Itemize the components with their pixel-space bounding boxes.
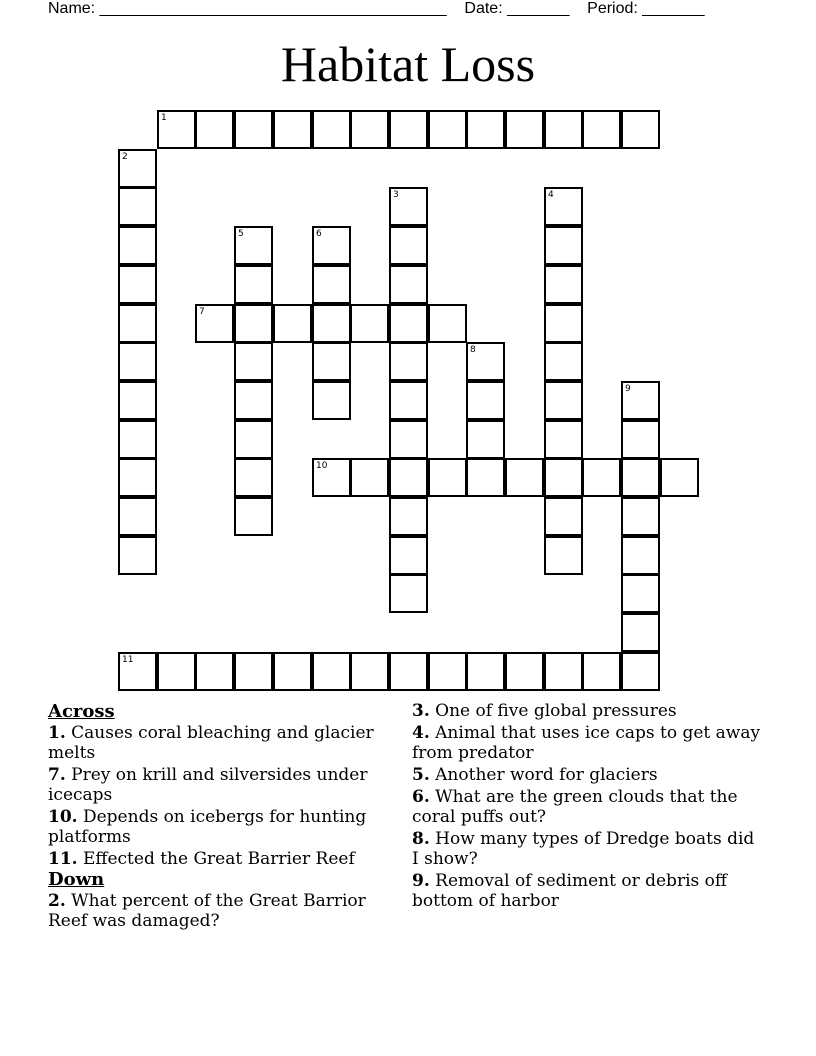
- crossword-cell[interactable]: [544, 420, 583, 459]
- clue-down-4: [412, 723, 762, 763]
- crossword-cell[interactable]: [312, 652, 351, 691]
- crossword-cell[interactable]: [621, 536, 660, 575]
- crossword-cell[interactable]: [195, 304, 234, 343]
- crossword-cell[interactable]: [544, 381, 583, 420]
- crossword-cell[interactable]: [312, 304, 351, 343]
- clue-across-10: [48, 807, 388, 847]
- clue-across-1: [48, 723, 388, 763]
- clue-number: 7.: [48, 765, 66, 785]
- crossword-cell[interactable]: [312, 110, 351, 149]
- crossword-cell[interactable]: [544, 110, 583, 149]
- crossword-cell[interactable]: [350, 652, 389, 691]
- crossword-cell[interactable]: [118, 149, 157, 188]
- crossword-cell[interactable]: [428, 652, 467, 691]
- crossword-cell[interactable]: [466, 458, 505, 497]
- clue-text: Animal that uses ice caps to get away from predator: [412, 723, 761, 763]
- cell-number: 5: [238, 229, 244, 239]
- clue-down-8: [412, 829, 762, 869]
- cell-number: 7: [199, 307, 205, 317]
- crossword-cell[interactable]: [544, 652, 583, 691]
- clue-text: Another word for glaciers: [429, 765, 658, 785]
- crossword-cell[interactable]: [234, 265, 273, 304]
- crossword-cell[interactable]: [234, 652, 273, 691]
- crossword-cell[interactable]: [118, 497, 157, 536]
- crossword-cell[interactable]: [621, 110, 660, 149]
- crossword-cell[interactable]: [389, 187, 428, 226]
- crossword-cell[interactable]: [505, 110, 544, 149]
- crossword-cell[interactable]: [350, 110, 389, 149]
- crossword-cell[interactable]: [389, 265, 428, 304]
- clues-right-column: [412, 701, 762, 913]
- crossword-cell[interactable]: [621, 574, 660, 613]
- crossword-cell[interactable]: [118, 226, 157, 265]
- crossword-cell[interactable]: [544, 265, 583, 304]
- crossword-cell[interactable]: [350, 304, 389, 343]
- crossword-cell[interactable]: [118, 187, 157, 226]
- crossword-cell[interactable]: [544, 226, 583, 265]
- crossword-cell[interactable]: [389, 574, 428, 613]
- clue-number: 10.: [48, 807, 78, 827]
- crossword-cell[interactable]: [621, 381, 660, 420]
- crossword-cell[interactable]: [505, 458, 544, 497]
- crossword-cell[interactable]: [466, 652, 505, 691]
- crossword-cell[interactable]: [466, 342, 505, 381]
- clue-text: Effected the Great Barrier Reef: [77, 849, 355, 869]
- crossword-cell[interactable]: [118, 652, 157, 691]
- crossword-cell[interactable]: [621, 613, 660, 652]
- clue-down-9: [412, 871, 762, 911]
- crossword-cell[interactable]: [621, 420, 660, 459]
- crossword-cell[interactable]: [466, 110, 505, 149]
- crossword-cell[interactable]: [234, 226, 273, 265]
- crossword-cell[interactable]: [544, 342, 583, 381]
- clue-text: One of five global pressures: [429, 701, 677, 721]
- clue-number: 5.: [412, 765, 430, 785]
- clue-text: Causes coral bleaching and glacier melts: [48, 723, 374, 763]
- crossword-cell[interactable]: [118, 342, 157, 381]
- down-heading: Down: [48, 869, 105, 890]
- crossword-cell[interactable]: [234, 381, 273, 420]
- name-date-period-line: Name: _______________________________________ Date: _______ Period: _______: [48, 0, 705, 17]
- crossword-cell[interactable]: [428, 458, 467, 497]
- crossword-cell[interactable]: [312, 226, 351, 265]
- clue-text: Prey on krill and silversides under icecaps: [48, 765, 368, 805]
- crossword-cell[interactable]: [312, 458, 351, 497]
- crossword-cell[interactable]: [389, 420, 428, 459]
- crossword-cell[interactable]: [234, 110, 273, 149]
- crossword-cell[interactable]: [118, 536, 157, 575]
- clue-number: 4.: [412, 723, 430, 743]
- crossword-cell[interactable]: [234, 497, 273, 536]
- clue-text: Removal of sediment or debris off bottom of harbor: [412, 871, 727, 911]
- crossword-cell[interactable]: [621, 458, 660, 497]
- crossword-cell[interactable]: [389, 497, 428, 536]
- crossword-cell[interactable]: [544, 187, 583, 226]
- crossword-cell[interactable]: [234, 458, 273, 497]
- crossword-cell[interactable]: [389, 652, 428, 691]
- crossword-cell[interactable]: [157, 110, 196, 149]
- clue-text: What percent of the Great Barrior Reef was damaged?: [48, 891, 366, 931]
- across-heading: Across: [48, 701, 115, 722]
- cell-number: 1: [161, 113, 167, 123]
- crossword-cell[interactable]: [118, 458, 157, 497]
- crossword-cell[interactable]: [544, 458, 583, 497]
- crossword-cell[interactable]: [544, 304, 583, 343]
- crossword-cell[interactable]: [195, 110, 234, 149]
- clue-number: 2.: [48, 891, 66, 911]
- cell-number: 4: [548, 190, 554, 200]
- cell-number: 2: [122, 152, 128, 162]
- cell-number: 6: [316, 229, 322, 239]
- crossword-cell[interactable]: [118, 420, 157, 459]
- cell-number: 10: [316, 461, 328, 471]
- clue-across-11: [48, 849, 388, 869]
- crossword-cell[interactable]: [582, 110, 621, 149]
- clue-number: 8.: [412, 829, 430, 849]
- cell-number: 3: [393, 190, 399, 200]
- crossword-cell[interactable]: [428, 304, 467, 343]
- clue-down-3: [412, 701, 762, 721]
- crossword-cell[interactable]: [505, 652, 544, 691]
- clue-text: What are the green clouds that the coral puffs out?: [412, 787, 738, 827]
- page-title: Habitat Loss: [280, 36, 536, 92]
- crossword-cell[interactable]: [234, 420, 273, 459]
- clue-number: 9.: [412, 871, 430, 891]
- clue-number: 6.: [412, 787, 430, 807]
- clue-down-2: [48, 891, 388, 931]
- cell-number: 9: [625, 384, 631, 394]
- clue-text: Depends on icebergs for hunting platforms: [48, 807, 367, 847]
- crossword-cell[interactable]: [389, 342, 428, 381]
- crossword-cell[interactable]: [660, 458, 699, 497]
- crossword-cell[interactable]: [428, 110, 467, 149]
- cell-number: 8: [470, 345, 476, 355]
- crossword-cell[interactable]: [118, 304, 157, 343]
- crossword-cell[interactable]: [466, 381, 505, 420]
- crossword-cell[interactable]: [312, 381, 351, 420]
- clues-left-column: [48, 701, 388, 933]
- crossword-cell[interactable]: [273, 304, 312, 343]
- clue-text: How many types of Dredge boats did I show?: [412, 829, 755, 869]
- crossword-cell[interactable]: [621, 652, 660, 691]
- crossword-cell[interactable]: [466, 420, 505, 459]
- clue-down-5: [412, 765, 762, 785]
- crossword-cell[interactable]: [582, 458, 621, 497]
- crossword-cell[interactable]: [389, 110, 428, 149]
- crossword-cell[interactable]: [118, 381, 157, 420]
- crossword-cell[interactable]: [350, 458, 389, 497]
- crossword-cell[interactable]: [389, 536, 428, 575]
- crossword-cell[interactable]: [195, 652, 234, 691]
- crossword-cell[interactable]: [544, 536, 583, 575]
- crossword-cell[interactable]: [312, 342, 351, 381]
- crossword-cell[interactable]: [389, 304, 428, 343]
- clue-number: 3.: [412, 701, 430, 721]
- crossword-cell[interactable]: [273, 110, 312, 149]
- crossword-cell[interactable]: [273, 652, 312, 691]
- crossword-cell[interactable]: [389, 458, 428, 497]
- clue-across-7: [48, 765, 388, 805]
- crossword-cell[interactable]: [234, 304, 273, 343]
- crossword-cell[interactable]: [118, 265, 157, 304]
- cell-number: 11: [122, 655, 134, 665]
- crossword-cell[interactable]: [312, 265, 351, 304]
- crossword-cell[interactable]: [234, 342, 273, 381]
- clue-down-6: [412, 787, 762, 827]
- crossword-cell[interactable]: [544, 497, 583, 536]
- crossword-cell[interactable]: [389, 381, 428, 420]
- crossword-cell[interactable]: [157, 652, 196, 691]
- crossword-cell[interactable]: [582, 652, 621, 691]
- clue-number: 11.: [48, 849, 78, 869]
- clue-number: 1.: [48, 723, 66, 743]
- crossword-cell[interactable]: [389, 226, 428, 265]
- crossword-cell[interactable]: [621, 497, 660, 536]
